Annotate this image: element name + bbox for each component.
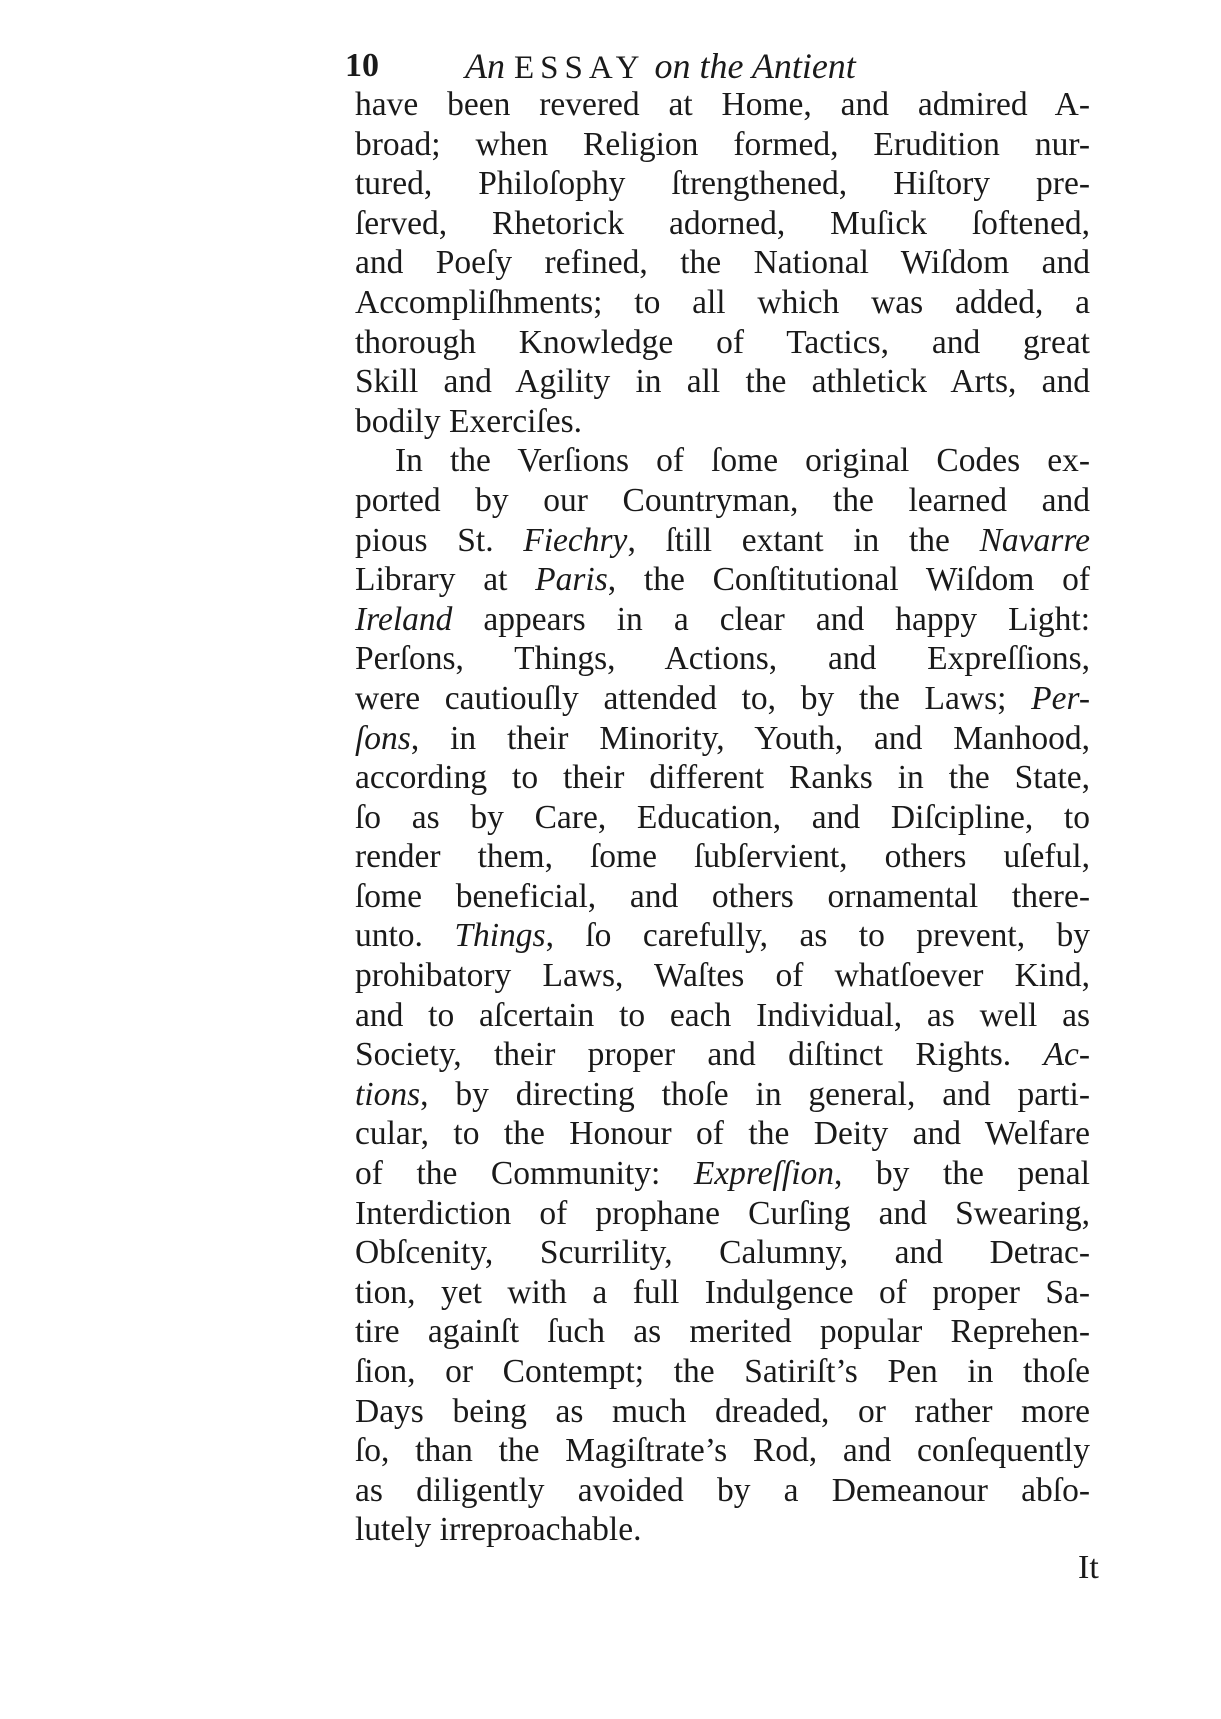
line-text: tire againſt ſuch as merited popular Reprehen- (355, 1313, 1090, 1351)
text-line (355, 204, 1090, 244)
text-line (355, 877, 1090, 917)
italic-text: Fiechry (523, 521, 628, 559)
line-text: ſo, than the Magiſtrate’s Rod, and conſequently (355, 1432, 1090, 1470)
running-title-suffix: on the Antient (654, 46, 856, 86)
line-text: ſo as by Care, Education, and Diſcipline, to (355, 798, 1090, 836)
text-line (355, 1352, 1090, 1392)
text-line (355, 996, 1090, 1036)
line-text: , ſtill extant in the (627, 521, 980, 559)
line-text: tion, yet with a full Indulgence of proper Sa- (355, 1273, 1090, 1311)
line-text: pious St. (355, 521, 524, 559)
line-text: were cautiouſly attended to, by the Laws; (355, 679, 1032, 717)
line-text: tured, Philoſophy ſtrengthened, Hiſtory pre- (355, 165, 1090, 203)
italic-text: Per- (1031, 679, 1090, 717)
text-line (355, 1154, 1090, 1194)
text-line (355, 283, 1090, 323)
text-line (355, 243, 1090, 283)
text-line (355, 1114, 1090, 1154)
line-text: , by directing thoſe in general, and parti- (420, 1075, 1090, 1113)
text-line (355, 1035, 1090, 1075)
running-title-caps: ESSAY (514, 50, 646, 86)
line-text: have been revered at Home, and admired A- (355, 86, 1090, 123)
line-text: appears in a clear and happy Light: (452, 600, 1090, 638)
body-text (355, 85, 1090, 1550)
line-text: In the Verſions of ſome original Codes ex- (395, 442, 1090, 480)
text-line (355, 916, 1090, 956)
text-line (355, 1194, 1090, 1234)
line-text: according to their different Ranks in the State, (355, 759, 1090, 797)
line-text: and Poeſy refined, the National Wiſdom and (355, 244, 1090, 282)
page-number: 10 (345, 47, 379, 84)
line-text: , ſo carefully, as to prevent, by (545, 917, 1090, 955)
line-text: thorough Knowledge of Tactics, and great (355, 323, 1090, 361)
text-line (355, 639, 1090, 679)
line-text: unto. (355, 917, 455, 955)
text-line (355, 758, 1090, 798)
text-line (355, 1273, 1090, 1313)
text-line (355, 1431, 1090, 1471)
line-text: Skill and Agility in all the athletick Arts, and (355, 363, 1090, 401)
line-text: prohibatory Laws, Waſtes of whatſoever Kind, (355, 957, 1090, 995)
line-text: Interdiction of prophane Curſing and Swearing, (355, 1194, 1090, 1232)
italic-text: Things (454, 917, 546, 955)
line-text: ſion, or Contempt; the Satiriſt’s Pen in thoſe (355, 1353, 1090, 1390)
text-line (355, 719, 1090, 759)
line-text: Days being as much dreaded, or rather more (355, 1392, 1090, 1430)
italic-text: Navarre (979, 521, 1090, 559)
italic-text: ſons (355, 719, 411, 757)
line-text: Society, their proper and diſtinct Rights. (355, 1036, 1044, 1074)
text-line (355, 521, 1090, 561)
italic-text: Paris (535, 561, 608, 599)
text-line (355, 600, 1090, 640)
line-text: cular, to the Honour of the Deity and Welfare (355, 1115, 1090, 1153)
italic-text: Ac- (1043, 1036, 1090, 1074)
line-text: render them, ſome ſubſervient, others uſeful, (355, 838, 1090, 876)
italic-text: Expreſſion (693, 1155, 835, 1193)
line-text: Accompliſhments; to all which was added, a (355, 283, 1090, 321)
text-line (355, 1075, 1090, 1115)
line-text: , in their Minority, Youth, and Manhood, (410, 719, 1090, 757)
line-text: , the Conſtitutional Wiſdom of (607, 561, 1090, 599)
text-line (355, 1312, 1090, 1352)
line-text: of the Community: (355, 1155, 694, 1193)
line-text: Library at (355, 561, 536, 599)
text-line (355, 1510, 1090, 1550)
line-text: broad; when Religion formed, Erudition nur- (355, 125, 1090, 163)
line-text: ſome beneficial, and others ornamental there- (355, 877, 1090, 915)
text-line (355, 481, 1090, 521)
text-line (355, 441, 1090, 481)
text-line (355, 1233, 1090, 1273)
line-text: as diligently avoided by a Demeanour abſo- (355, 1471, 1090, 1509)
text-line (355, 125, 1090, 165)
text-line (355, 560, 1090, 600)
line-text: ported by our Countryman, the learned and (355, 481, 1090, 519)
text-line (355, 837, 1090, 877)
line-text: bodily Exerciſes. (355, 402, 582, 440)
text-line (355, 323, 1090, 363)
text-line (355, 1471, 1090, 1511)
text-line (355, 798, 1090, 838)
line-text: ſerved, Rhetorick adorned, Muſick ſoftened, (355, 204, 1090, 242)
line-text: and to aſcertain to each Individual, as well as (355, 996, 1090, 1034)
italic-text: tions (355, 1075, 421, 1113)
text-line (355, 164, 1090, 204)
text-line (355, 85, 1090, 125)
text-line (355, 1392, 1090, 1432)
line-text: Perſons, Things, Actions, and Expreſſions, (355, 640, 1090, 678)
catchword: It (1078, 1549, 1099, 1586)
text-line (355, 402, 1090, 442)
running-title-prefix: An (465, 46, 505, 86)
text-line (355, 679, 1090, 719)
italic-text: Ireland (355, 600, 453, 638)
line-text: Obſcenity, Scurrility, Calumny, and Detrac- (355, 1234, 1090, 1272)
line-text: , by the penal (834, 1155, 1090, 1193)
line-text: lutely irreproachable. (355, 1511, 642, 1549)
text-line (355, 362, 1090, 402)
text-line (355, 956, 1090, 996)
